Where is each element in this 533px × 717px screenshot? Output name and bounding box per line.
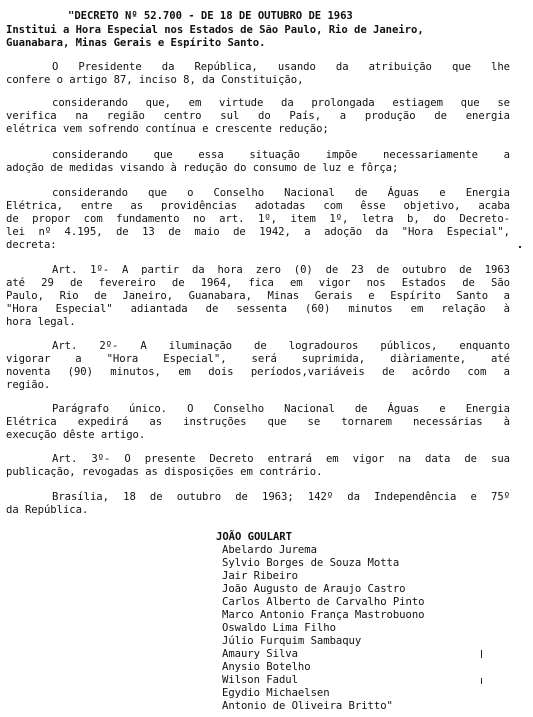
date-place-line-1: Brasília, 18 de outubro de 1963; 142º da Independência e 75º (52, 491, 510, 503)
article-1-line-2: até 29 de fevereiro de 1964, fica em vigor nos Estados de São (6, 277, 510, 289)
considering-2-line-1: considerando que essa situação impõe necessariamente a (52, 149, 510, 161)
considering-3-line-2: Elétrica, entre as providências adotadas com êsse objetivo, acaba (6, 200, 510, 212)
article-2-line-3: noventa (90) minutos, em dois períodos,variáveis de acôrdo com a (6, 366, 510, 378)
date-place-line-2: da República. (6, 504, 89, 516)
minister-signature: Sylvio Borges de Souza Motta (222, 557, 400, 569)
minister-signature: Anysio Botelho (222, 661, 311, 673)
minister-signature: Oswaldo Lima Filho (222, 622, 336, 634)
minister-signature: Egydio Michaelsen (222, 687, 330, 699)
article-1-line-1: Art. 1º- A partir da hora zero (0) de 23 de outubro de 1963 (52, 264, 510, 276)
scan-speck (519, 246, 521, 248)
minister-signature: Júlio Furquim Sambaquy (222, 635, 362, 647)
article-1-line-3: Paulo, Rio de Janeiro, Guanabara, Minas Gerais e Espírito Santo a (6, 290, 510, 302)
president-signature: JOÃO GOULART (216, 531, 292, 543)
minister-signature: Marco Antonio França Mastrobuono (222, 609, 425, 621)
minister-signature: João Augusto de Araujo Castro (222, 583, 406, 595)
preamble-line-1: O Presidente da República, usando da atribuição que lhe (52, 61, 510, 73)
article-2-line-4: região. (6, 379, 51, 391)
considering-1-line-1: considerando que, em virtude da prolongada estiagem que se (52, 97, 510, 109)
considering-1-line-2: verifica na região centro sul do País, a produção de energia (6, 110, 510, 122)
article-1-line-5: hora legal. (6, 316, 76, 328)
decree-subtitle-line-2: Guanabara, Minas Gerais e Espírito Santo. (6, 37, 266, 49)
considering-2-line-2: adoção de medidas visando à redução do consumo de luz e fôrça; (6, 162, 399, 174)
sole-paragraph-line-2: Elétrica expedirá as instruções que se tornarem necessárias à (6, 416, 510, 428)
considering-3-line-5: decreta: (6, 239, 57, 251)
article-2-line-1: Art. 2º- A iluminação de logradouros públicos, enquanto (52, 340, 510, 352)
article-1-line-4: "Hora Especial" adiantada de sessenta (60) minutos em relação à (6, 303, 510, 315)
minister-signature: Abelardo Jurema (222, 544, 317, 556)
sole-paragraph-line-1: Parágrafo único. O Conselho Nacional de Águas e Energia (52, 403, 510, 415)
minister-signature: Antonio de Oliveira Britto" (222, 700, 393, 712)
considering-3-line-1: considerando que o Conselho Nacional de Águas e Energia (52, 187, 510, 199)
considering-3-line-3: de propor com fundamento no art. 1º, item 1º, letra b, do Decreto- (6, 213, 510, 225)
article-3-line-1: Art. 3º- O presente Decreto entrará em vigor na data de sua (52, 453, 510, 465)
considering-3-line-4: lei nº 4.195, de 13 de maio de 1942, a adoção da "Hora Especial", (6, 226, 510, 238)
minister-signature: Jair Ribeiro (222, 570, 298, 582)
scan-speck (481, 678, 482, 684)
article-2-line-2: vigorar a "Hora Especial", será suprimida, diàriamente, até (6, 353, 510, 365)
minister-signature: Wilson Fadul (222, 674, 298, 686)
preamble-line-2: confere o artigo 87, inciso 8, da Constituição, (6, 74, 304, 86)
minister-signature: Amaury Silva (222, 648, 298, 660)
decree-title: "DECRETO Nº 52.700 - DE 18 DE OUTUBRO DE 1963 (68, 10, 353, 22)
scan-speck (481, 650, 482, 658)
considering-1-line-3: elétrica vem sofrendo contínua e crescente redução; (6, 123, 329, 135)
article-3-line-2: publicação, revogadas as disposições em contrário. (6, 466, 323, 478)
minister-signature: Carlos Alberto de Carvalho Pinto (222, 596, 425, 608)
decree-subtitle-line-1: Institui a Hora Especial nos Estados de São Paulo, Rio de Janeiro, (6, 24, 424, 36)
sole-paragraph-line-3: execução dêste artigo. (6, 429, 146, 441)
